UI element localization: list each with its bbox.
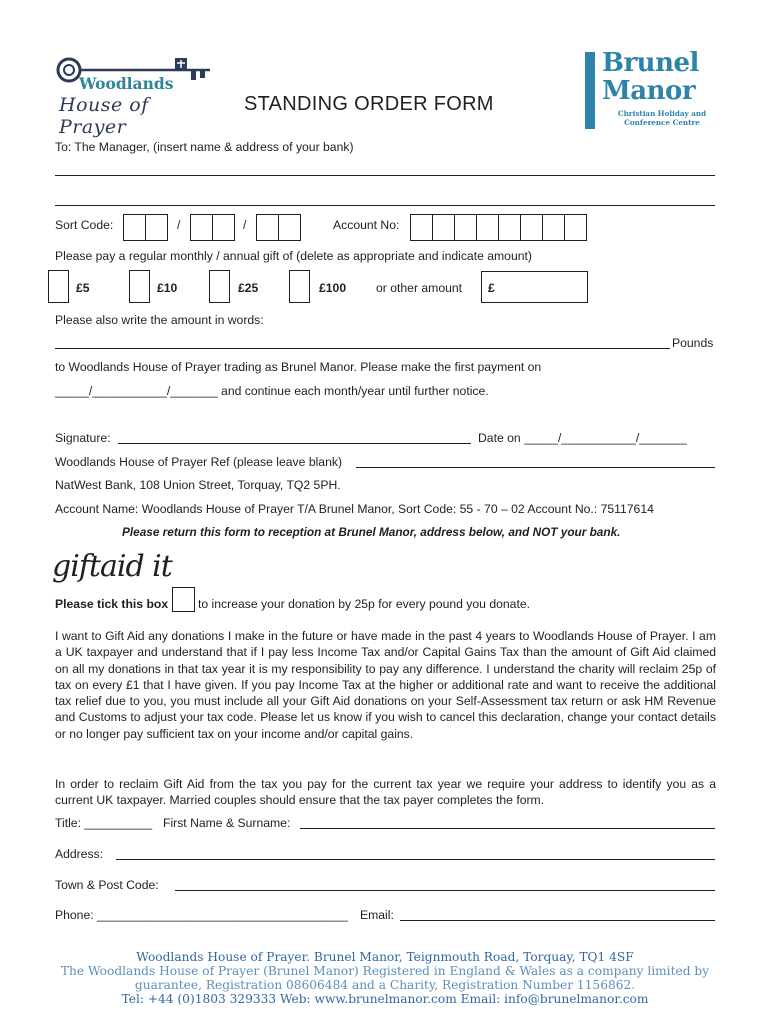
amount-25-label: £25 xyxy=(238,281,259,295)
footer-contact: Tel: +44 (0)1803 329333 Web: www.brunelmanor.com Email: info@brunelmanor.com xyxy=(121,992,649,1006)
account-no-digit-1[interactable] xyxy=(410,214,433,241)
signature-date-line[interactable]: Date on _____/___________/_______ xyxy=(478,431,687,445)
page-title: STANDING ORDER FORM xyxy=(244,93,494,115)
amount-10-checkbox[interactable] xyxy=(129,270,150,303)
phone-field[interactable]: Phone: _____________________________________ xyxy=(55,908,348,922)
other-amount-label: or other amount xyxy=(376,281,463,295)
amount-100-label: £100 xyxy=(319,281,347,295)
sort-code-digit-6[interactable] xyxy=(278,214,301,241)
sort-code-separator: / xyxy=(177,218,181,232)
bank-address-line-1[interactable] xyxy=(55,175,715,176)
name-label: First Name & Surname: xyxy=(163,816,291,830)
woodlands-logo-name: Woodlands xyxy=(79,74,174,93)
brunel-logo-bar xyxy=(585,52,595,129)
address-line[interactable] xyxy=(116,859,715,860)
reference-label: Woodlands House of Prayer Ref (please leave blank) xyxy=(55,455,343,469)
other-amount-currency: £ xyxy=(488,281,495,295)
brunel-logo-line1: Brunel xyxy=(602,48,699,78)
words-label: Please also write the amount in words: xyxy=(55,313,264,327)
town-postcode-label: Town & Post Code: xyxy=(55,878,159,892)
town-postcode-line[interactable] xyxy=(175,890,715,891)
sort-code-digit-1[interactable] xyxy=(123,214,146,241)
payee-text: to Woodlands House of Prayer trading as Brunel Manor. Please make the first payment on xyxy=(55,360,542,374)
reclaim-text: In order to reclaim Gift Aid from the tax you pay for the current tax year we require your address to identify you as a current UK taxpayer. Married couples should ensure that the tax payer completes the form. xyxy=(55,777,716,808)
reference-line[interactable] xyxy=(356,467,715,468)
signature-label: Signature: xyxy=(55,431,111,445)
giftaid-declaration: I want to Gift Aid any donations I make in the future or have made in the past 4 years to Woodlands House of Prayer. I am a UK taxpayer and understand that if I pay less Income Tax and/or Capital Gains Tax than the amount of Gift Aid claimed on all my donations in that tax year it is my responsibility to pay any difference. I understand the charity will reclaim 25p of tax on every £1 that I have given. If you pay Income Tax at the higher or additional rate and want to receive the additional tax relief due to you, you must include all your Gift Aid donations on your Self-Assessment tax return or ask HM Revenue and Customs to adjust your tax code. Please let us know if you wish to cancel this declaration, change your contact details or no longer pay sufficient tax on your income and/or capital gains. xyxy=(55,629,716,741)
pounds-label: Pounds xyxy=(672,336,714,350)
address-label: Address: xyxy=(55,847,104,861)
woodlands-logo-script: House of Prayer xyxy=(59,94,149,138)
bank-address-line-2[interactable] xyxy=(55,205,715,206)
account-no-digit-3[interactable] xyxy=(454,214,477,241)
amount-10-label: £10 xyxy=(157,281,178,295)
giftaid-logo: giftaid it xyxy=(52,549,172,584)
brunel-logo-line2: Manor xyxy=(602,76,696,106)
footer-registration-2: guarantee, Registration 08606484 and a Charity, Registration Number 1156862. xyxy=(134,978,636,992)
amount-5-label: £5 xyxy=(76,281,90,295)
account-no-digit-5[interactable] xyxy=(498,214,521,241)
sort-code-digit-3[interactable] xyxy=(190,214,213,241)
amount-in-words-line[interactable] xyxy=(55,348,670,349)
amount-25-checkbox[interactable] xyxy=(209,270,230,303)
account-no-label: Account No: xyxy=(333,218,400,232)
footer-registration-1: The Woodlands House of Prayer (Brunel Manor) Registered in England & Wales as a company limited by xyxy=(60,964,710,978)
amount-5-checkbox[interactable] xyxy=(48,270,69,303)
pay-instruction: Please pay a regular monthly / annual gift of (delete as appropriate and indicate amount) xyxy=(55,249,532,263)
brunel-manor-logo xyxy=(585,48,711,130)
first-payment-date-line[interactable]: _____/___________/_______ and continue each month/year until further notice. xyxy=(55,384,489,398)
sort-code-label: Sort Code: xyxy=(55,218,114,232)
account-name: Account Name: Woodlands House of Prayer T/A Brunel Manor, Sort Code: 55 - 70 – 02 Account No.: 75117614 xyxy=(55,502,654,516)
account-no-digit-4[interactable] xyxy=(476,214,499,241)
tick-box-text: to increase your donation by 25p for every pound you donate. xyxy=(198,597,530,611)
other-amount-field[interactable] xyxy=(481,271,588,303)
return-note: Please return this form to reception at Brunel Manor, address below, and NOT your bank. xyxy=(122,525,621,539)
account-no-digit-7[interactable] xyxy=(542,214,565,241)
giftaid-checkbox[interactable] xyxy=(172,587,195,612)
sort-code-digit-2[interactable] xyxy=(145,214,168,241)
amount-100-checkbox[interactable] xyxy=(289,270,310,303)
account-no-digit-2[interactable] xyxy=(432,214,455,241)
title-field[interactable]: Title: __________ xyxy=(55,816,153,830)
to-manager-label: To: The Manager, (insert name & address of your bank) xyxy=(55,140,354,154)
name-line[interactable] xyxy=(300,828,715,829)
sort-code-digit-4[interactable] xyxy=(212,214,235,241)
sort-code-separator: / xyxy=(243,218,247,232)
signature-line[interactable] xyxy=(118,443,471,444)
woodlands-logo xyxy=(55,50,215,138)
footer-address: Woodlands House of Prayer. Brunel Manor, Teignmouth Road, Torquay, TQ1 4SF xyxy=(136,950,634,964)
account-no-digit-8[interactable] xyxy=(564,214,587,241)
brunel-logo-subtitle: Christian Holiday and Conference Centre xyxy=(617,109,707,127)
email-label: Email: xyxy=(360,908,394,922)
email-line[interactable] xyxy=(400,920,715,921)
sort-code-digit-5[interactable] xyxy=(256,214,279,241)
account-no-digit-6[interactable] xyxy=(520,214,543,241)
tick-box-label: Please tick this box xyxy=(55,597,169,611)
bank-address: NatWest Bank, 108 Union Street, Torquay, TQ2 5PH. xyxy=(55,478,341,492)
